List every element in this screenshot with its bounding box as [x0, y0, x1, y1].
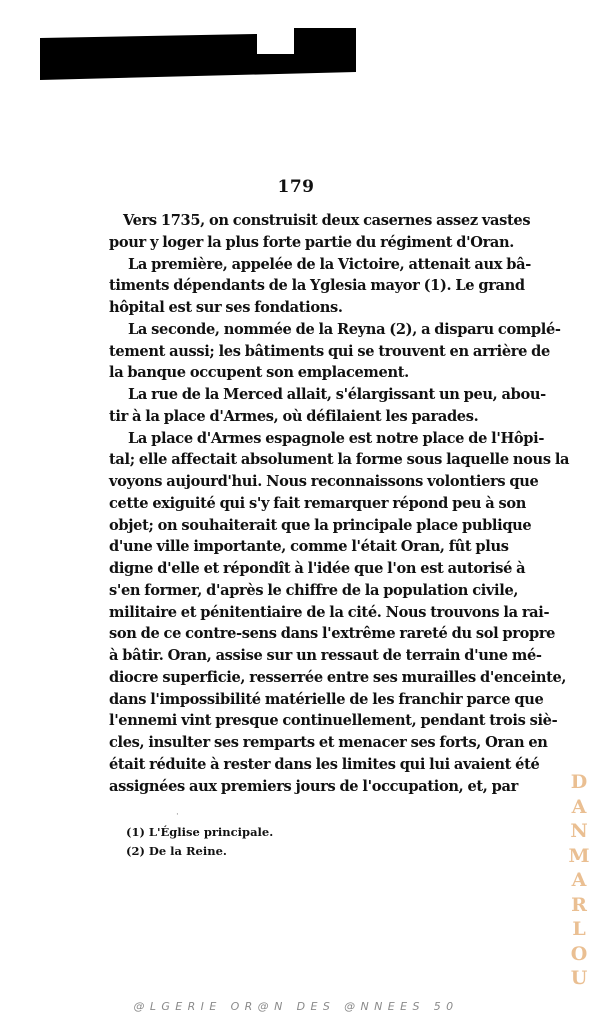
side-watermark [566, 770, 592, 991]
body-text [109, 210, 570, 797]
text-line: cette exiguité qui s'y fait remarquer répond peu à son [109, 494, 527, 512]
text-line: La rue de la Merced allait, s'élargissant un peu, abou- [128, 386, 546, 403]
text-line: voyons aujourd'hui. Nous reconnaissons volontiers que [109, 473, 539, 490]
text-line: assignées aux premiers jours de l'occupation, et, par [109, 777, 518, 795]
text-line: Vers 1735, on construisit deux casernes assez vastes [123, 212, 531, 229]
side-watermark-letter: U [570, 967, 588, 989]
text-line: La place d'Armes espagnole est notre place de l'Hôpi- [128, 429, 545, 447]
footnote: (2) De la Reine. [126, 844, 227, 858]
side-watermark-letter: L [572, 918, 586, 940]
text-line: tal; elle affectait absolument la forme sous laquelle nous la [109, 451, 570, 469]
footnote-separator: · [176, 810, 179, 820]
text-line: hôpital est sur ses fondations. [109, 299, 343, 316]
text-line: La première, appelée de la Victoire, attenait aux bâ- [128, 255, 531, 273]
text-line: l'ennemi vint presque continuellement, pendant trois siè- [109, 712, 558, 730]
text-line: objet; on souhaiterait que la principale place publique [109, 516, 532, 534]
redaction-bar [40, 28, 356, 80]
text-line: était réduite à rester dans les limites qui lui avaient été [109, 755, 540, 773]
text-line: d'une ville importante, comme l'était Oran, fût plus [109, 538, 509, 556]
side-watermark-letter: A [571, 869, 587, 891]
footnote: (1) L'Église principale. [126, 825, 274, 839]
side-watermark-letter: A [571, 795, 587, 818]
text-line: timents dépendants de la Yglesia mayor (1). Le grand [109, 277, 525, 295]
text-line: tir à la place d'Armes, où défilaient les parades. [109, 407, 479, 425]
text-line: à bâtir. Oran, assise sur un ressaut de terrain d'une mé- [109, 647, 542, 664]
text-line: militaire et pénitentiaire de la cité. Nous trouvons la rai- [109, 603, 550, 621]
text-line: s'en former, d'après le chiffre de la population civile, [109, 581, 519, 599]
bottom-watermark: @LGERIE OR@N DES @NNEES 50 [133, 1000, 459, 1013]
footnotes [126, 823, 426, 861]
side-watermark-letter: O [570, 942, 588, 965]
side-watermark-letter: R [571, 893, 587, 916]
text-line: digne d'elle et répondît à l'idée que l'on est autorisé à [109, 560, 526, 577]
text-line: dans l'impossibilité matérielle de les franchir parce que [109, 690, 544, 708]
side-watermark-letter: D [570, 771, 588, 793]
text-line: pour y loger la plus forte partie du régiment d'Oran. [109, 233, 515, 251]
side-watermark-letter: M [568, 844, 590, 867]
text-line: diocre superficie, resserrée entre ses murailles d'enceinte, [109, 668, 567, 686]
text-line: tement aussi; les bâtiments qui se trouvent en arrière de [109, 342, 550, 360]
text-line: cles, insulter ses remparts et menacer ses forts, Oran en [109, 734, 548, 751]
text-line: la banque occupent son emplacement. [109, 364, 409, 382]
text-line: La seconde, nommée de la Reyna (2), a disparu complé- [128, 320, 561, 338]
side-watermark-letter: N [570, 820, 588, 842]
page-number: 179 [277, 177, 315, 197]
text-line: son de ce contre-sens dans l'extrême rareté du sol propre [109, 625, 556, 643]
